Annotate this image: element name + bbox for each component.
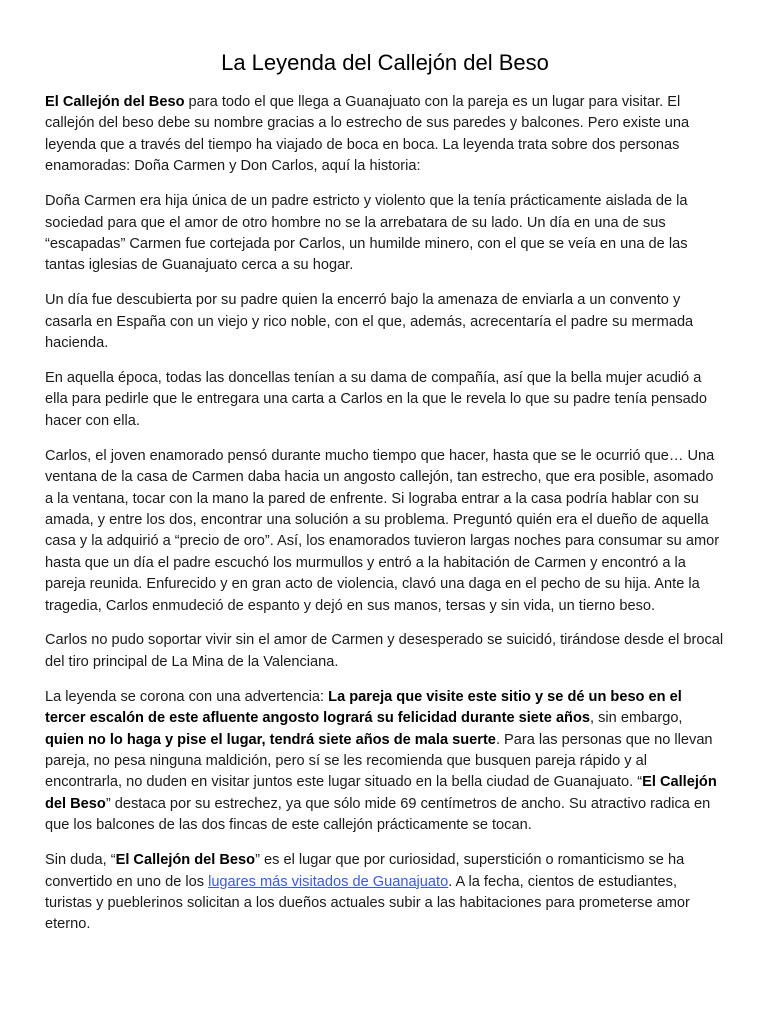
bold-callejon-name: El Callejón del Beso [45, 94, 185, 110]
most-visited-places-link[interactable]: lugares más visitados de Guanajuato [208, 873, 449, 890]
warning-text-2: , sin embargo, [590, 710, 683, 727]
conclusion-bold-1: El Callejón del Beso [115, 852, 256, 869]
paragraph-letter: En aquella época, todas las doncellas tenían a su dama de compañía, así que la bella mujer acudió a ella para pedirle que le entregara una carta a Carlos en la que le revela lo que su padre tenía pensado hacer con ella. [45, 369, 708, 429]
paragraph-carlos-plan: Carlos, el joven enamorado pensó durante mucho tiempo que hacer, hasta que se le ocurrió que… Una ventana de la casa de Carmen daba hacia un angosto callejón, tan estrecho, que era posible, asomado a la ventana, tocar con la mano la pared de enfrente. Si lograba entrar a la casa podría hablar con su amada, y entre los dos, encontrar una solución a su problema. Preguntó quién era el dueño de aquella casa y la adquirió a “precio de oro”. Así, los enamorados tuvieron largas noches para consumar su amor hasta que un día el padre escuchó los murmullos y entró a la habitación de Carmen y encontró a la pareja reunida. Enfurecido y en gran acto de violencia, clavó una daga en el pecho de su hija. Ante la tragedia, Carlos enmudeció de espanto y dejó en sus manos, tersas y sin vida, un tierno beso. [45, 447, 720, 614]
warning-bold-2: quien no lo haga y pise el lugar, tendrá siete años de mala suerte [45, 731, 496, 748]
conclusion-text-1: Sin duda, “ [45, 852, 116, 869]
warning-text-3: . Para las personas que no llevan pareja, no pesa ninguna maldición, pero sí se les recomienda que busquen pareja rápido y al encontrarla, no duden en visitar juntos este lugar situado en la bella ciudad de Guanajuato. “ [45, 731, 713, 791]
warning-text-4: ” destaca por su estrechez, ya que sólo mide 69 centímetros de ancho. Su atractivo radica en que los balcones de las dos fincas de este callejón prácticamente se tocan. [45, 795, 711, 834]
conclusion-text-2: ” es el lugar que por curiosidad, superstición o romanticismo se ha convertido en uno de los [45, 852, 685, 890]
conclusion-text-3: . A la fecha, cientos de estudiantes, turistas y pueblerinos solicitan a los dueños actuales subir a las habitaciones para prometerse amor eterno. [45, 873, 690, 933]
page-title: La Leyenda del Callejón del Beso [221, 50, 549, 75]
warning-bold-1: La pareja que visite este sitio y se dé un beso en el tercer escalón de este afluente angosto logrará su felicidad durante siete años [45, 688, 682, 727]
paragraph-warning [45, 687, 725, 837]
document-page [45, 44, 725, 949]
paragraph-discovered: Un día fue descubierta por su padre quien la encerró bajo la amenaza de enviarla a un convento y casarla en España con un viejo y rico noble, con el que, además, acrecentaría el padre su mermada hacienda. [45, 292, 694, 352]
paragraph-carlos-death: Carlos no pudo soportar vivir sin el amor de Carmen y desesperado se suicidó, tirándose desde el brocal del tiro principal de La Mina de la Valenciana. [45, 632, 724, 670]
paragraph-carmen: Doña Carmen era hija única de un padre estricto y violento que la tenía prácticamente aislada de la sociedad para que el amor de otro hombre no se la arrebatara de su lado. Un día en una de sus “escapadas” Carmen fue cortejada por Carlos, un humilde minero, con el que se veía en una de las tantas iglesias de Guanajuato cerca a su hogar. [45, 193, 688, 274]
paragraph-conclusion [45, 850, 725, 936]
warning-text-1: La leyenda se corona con una advertencia: [45, 688, 329, 705]
warning-bold-3: El Callejón del Beso [45, 774, 717, 812]
paragraph-intro [45, 92, 725, 178]
paragraph-intro-text: para todo el que llega a Guanajuato con la pareja es un lugar para visitar. El callejón del beso debe su nombre gracias a lo estrecho de sus paredes y balcones. Pero existe una leyenda que a través del tiempo ha viajado de boca en boca. La leyenda trata sobre dos personas enamoradas: Doña Carmen y Don Carlos, aquí la historia: [45, 94, 690, 175]
